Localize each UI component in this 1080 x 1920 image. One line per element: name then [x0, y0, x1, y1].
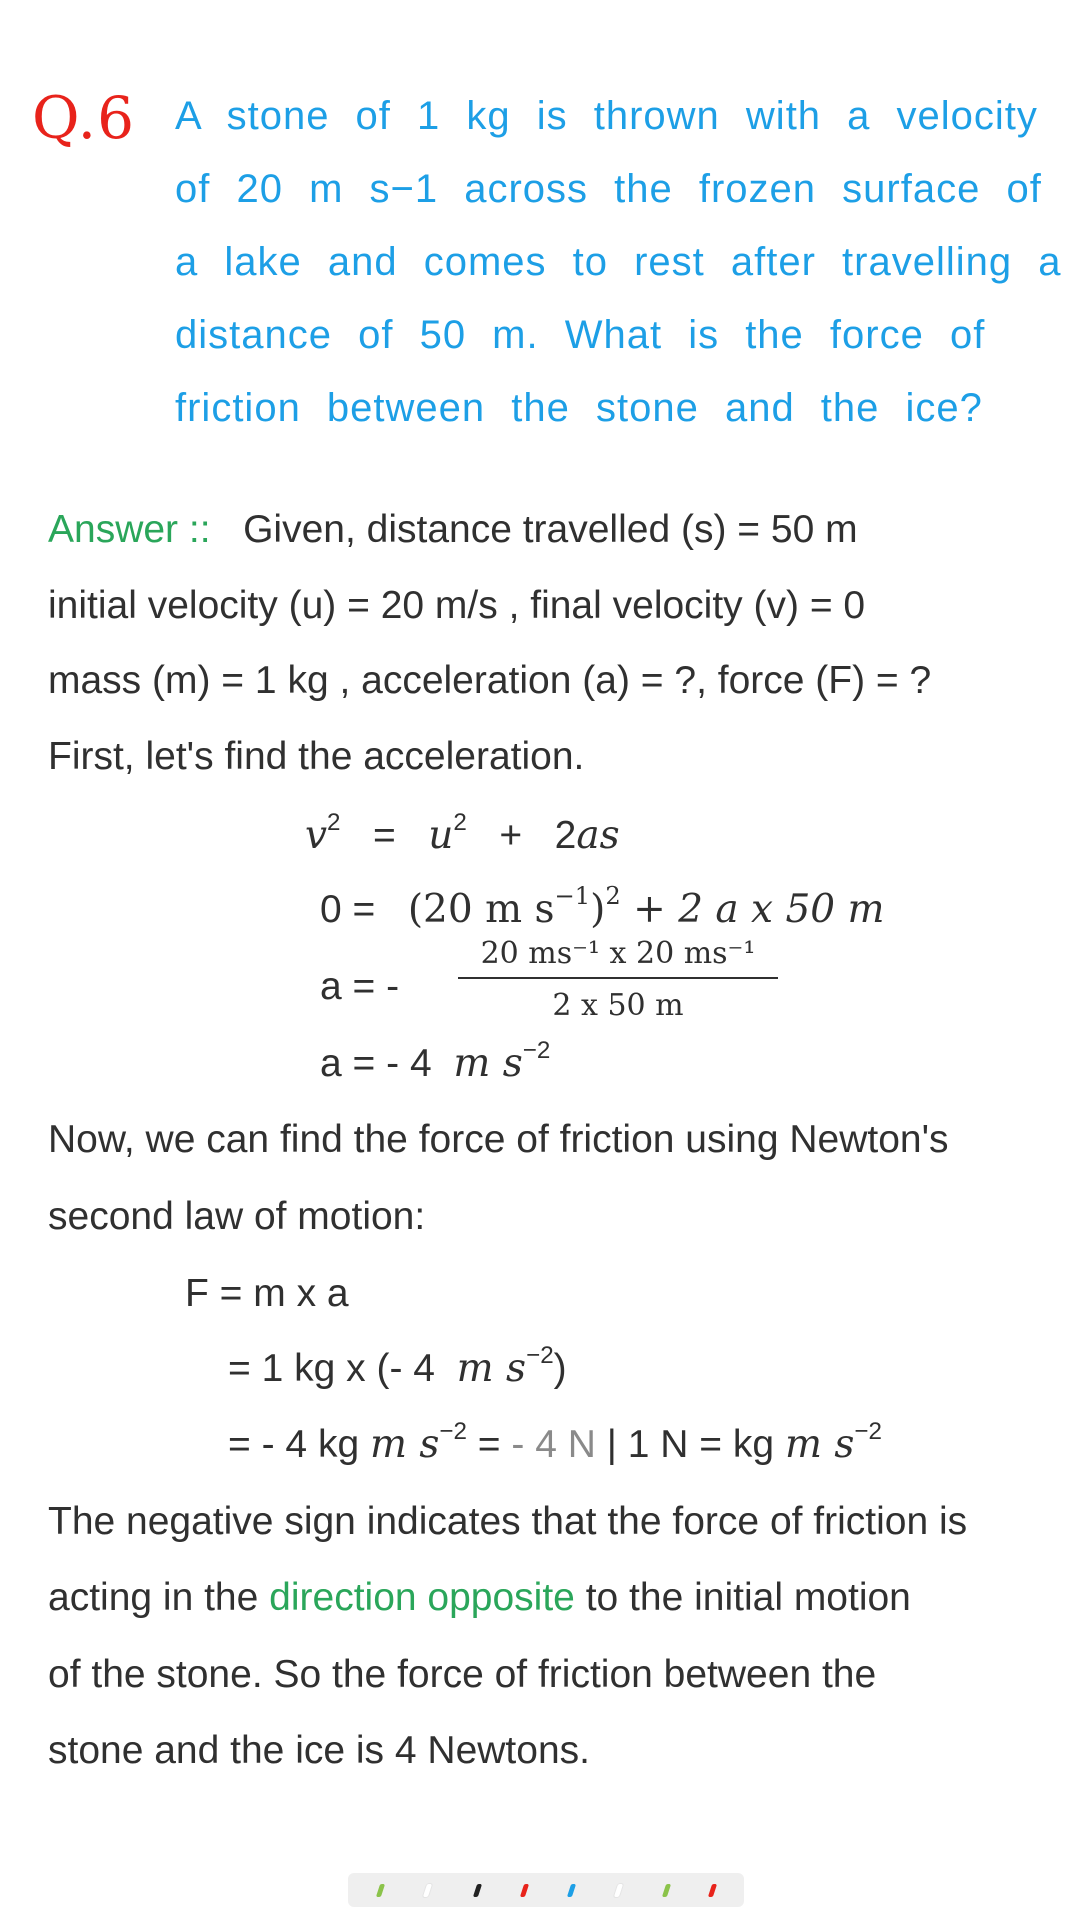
equation-accel-result — [320, 1036, 551, 1088]
eq-exp: 2 — [605, 881, 621, 910]
equation-force-sub — [228, 1341, 567, 1393]
eq-tail: + 2 a x 50 m — [620, 887, 885, 932]
unit-note-pre: | 1 N = kg — [595, 1423, 775, 1466]
question-line: distance of 50 m. What is the force of — [175, 313, 986, 357]
pen-color-red[interactable] — [520, 1884, 529, 1897]
force-result-eq: = — [466, 1423, 501, 1466]
force-sub-exp: −2 — [526, 1341, 554, 1369]
force-result-exp: −2 — [439, 1417, 467, 1445]
unit-note-exp: −2 — [854, 1417, 882, 1445]
pen-color-green[interactable] — [376, 1884, 385, 1897]
unit-note-unit: m s — [784, 1422, 855, 1467]
newton-intro-2: second law of motion: — [48, 1195, 426, 1238]
eq-term — [407, 881, 621, 932]
newton-intro: Now, we can find the force of friction using Newton's — [48, 1118, 949, 1161]
fraction-bar — [458, 977, 778, 979]
equation-accel-lhs: a = - — [320, 965, 400, 1008]
pen-color-green[interactable] — [662, 1884, 671, 1897]
question-number: Q.6 — [32, 84, 135, 152]
question-line: of 20 m s−1 across the frozen surface of — [175, 167, 1042, 211]
question-line: a lake and comes to rest after travelling a — [175, 240, 1062, 284]
force-result-unit: m s — [370, 1422, 440, 1467]
fraction-denominator: 2 x 50 m — [552, 988, 684, 1023]
pen-color-black[interactable] — [473, 1884, 482, 1897]
pen-color-white[interactable] — [423, 1884, 432, 1897]
question-line: friction between the stone and the ice? — [175, 386, 983, 430]
question-line: A stone of 1 kg is thrown with a velocity — [175, 94, 1038, 138]
pen-color-red[interactable] — [708, 1884, 717, 1897]
equation-substituted — [320, 881, 885, 934]
acceleration-intro: First, let's find the acceleration. — [48, 735, 585, 778]
answer-label: Answer :: — [48, 508, 211, 551]
given-mass-line: mass (m) = 1 kg , acceleration (a) = ?, force (F) = ? — [48, 659, 932, 702]
eq-paren: ) — [590, 887, 606, 932]
pen-color-palette — [348, 1873, 744, 1907]
fraction-numerator: 20 ms⁻¹ x 20 ms⁻¹ — [480, 936, 756, 971]
given-text: Given, distance travelled (s) = 50 m — [243, 508, 858, 551]
conclusion-line-1: The negative sign indicates that the force of friction is — [48, 1500, 968, 1543]
equation-force-result — [228, 1417, 882, 1469]
equation-force: F = m x a — [185, 1272, 349, 1315]
force-sub-unit: m s — [456, 1346, 527, 1391]
eq-term-base: (20 m s — [407, 887, 555, 932]
conclusion-post: to the initial motion — [574, 1576, 911, 1619]
force-sub-post: ) — [553, 1347, 567, 1390]
conclusion-line-4: stone and the ice is 4 Newtons. — [48, 1729, 590, 1772]
conclusion-line-3: of the stone. So the force of friction between the — [48, 1653, 877, 1696]
conclusion-pre: acting in the — [48, 1576, 270, 1619]
eq-exp: −1 — [554, 881, 591, 910]
fraction — [458, 935, 778, 1025]
equation-motion: $v^2 = u^2 + 2as$ — [305, 808, 620, 858]
accel-value: a = - 4 — [320, 1042, 432, 1085]
accel-unit: m s — [453, 1041, 523, 1086]
pen-color-blue[interactable] — [567, 1884, 576, 1897]
conclusion-line-2 — [48, 1574, 911, 1622]
force-result-value: - 4 N — [500, 1423, 596, 1466]
force-sub-pre: = 1 kg x (- 4 — [228, 1347, 435, 1390]
pen-color-white[interactable] — [614, 1884, 623, 1897]
given-velocity-line: initial velocity (u) = 20 m/s , final velocity (v) = 0 — [48, 584, 866, 627]
accel-exp: −2 — [522, 1036, 551, 1064]
eq-lhs: 0 = — [320, 888, 376, 931]
answer-given-line — [48, 506, 858, 554]
force-result-pre: = - 4 kg — [228, 1423, 360, 1466]
highlight-direction-opposite: direction opposite — [269, 1576, 575, 1619]
question-text — [175, 88, 1062, 453]
